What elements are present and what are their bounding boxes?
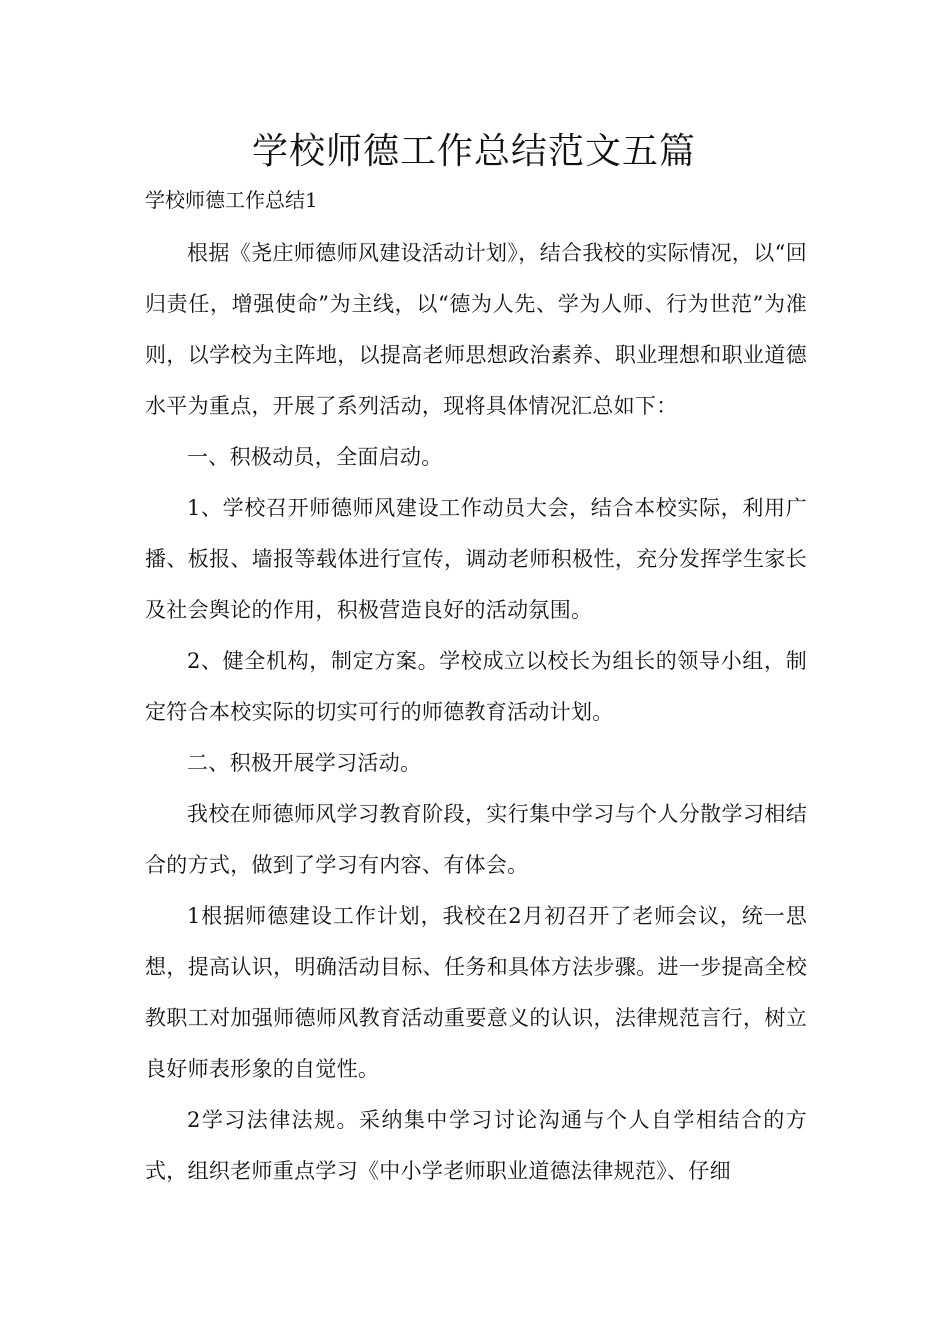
paragraph-item-2: 2、健全机构，制定方案。学校成立以校长为组长的领导小组，制定符合本校实际的切实可行的师德教育活动计划。: [145, 649, 807, 724]
paragraph-heading-2: 二、积极开展学习活动。: [187, 751, 422, 775]
paragraph-intro: 根据《尧庄师德师风建设活动计划》，结合我校的实际情况，以“回归责任，增强使命”为主线，以“德为人先、学为人师、行为世范”为准则，以学校为主阵地，以提高老师思想政治素养、职业理想和职业道德水平为重点，开展了系列活动，现将具体情况汇总如下：: [145, 241, 807, 418]
paragraph-heading-1: 一、积极动员，全面启动。: [187, 445, 443, 469]
paragraph-study-2: 2学习法律法规。采纳集中学习讨论沟通与个人自学相结合的方式，组织老师重点学习《中小学老师职业道德法律规范》、仔细: [145, 1108, 807, 1183]
paragraph-item-1: 1、学校召开师德师风建设工作动员大会，结合本校实际，利用广播、板报、墙报等载体进行宣传，调动老师积极性，充分发挥学生家长及社会舆论的作用，积极营造良好的活动氛围。: [145, 496, 807, 622]
paragraph-study-method: 我校在师德师风学习教育阶段，实行集中学习与个人分散学习相结合的方式，做到了学习有内容、有体会。: [145, 802, 807, 877]
paragraph-study-1: 1根据师德建设工作计划，我校在2月初召开了老师会议，统一思想，提高认识，明确活动目标、任务和具体方法步骤。进一步提高全校教职工对加强师德师风教育活动重要意义的认识，法律规范言行，树立良好师表形象的自觉性。: [145, 904, 807, 1081]
document-title: 学校师德工作总结范文五篇: [251, 131, 696, 172]
document-page: [145, 122, 807, 1197]
section-heading: 学校师德工作总结1: [145, 188, 318, 212]
